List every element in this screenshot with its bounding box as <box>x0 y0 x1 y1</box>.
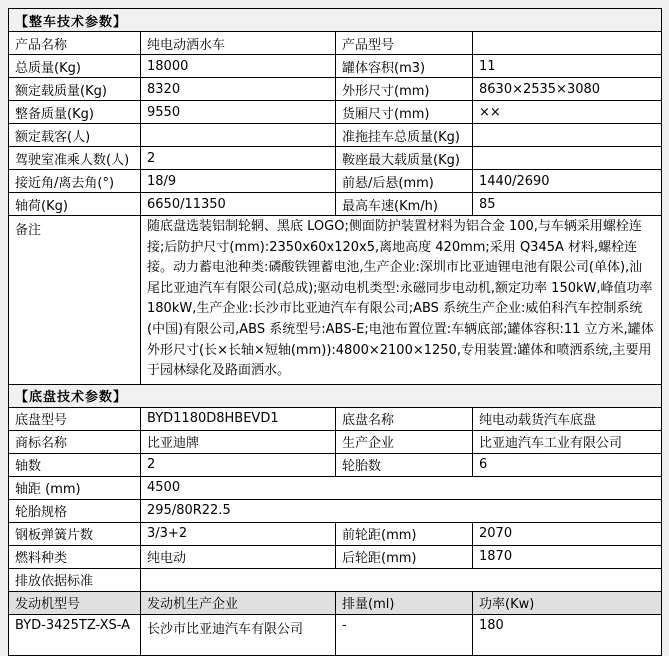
param-label: 轴距 (mm) <box>9 476 141 499</box>
remark-row <box>9 216 662 385</box>
table-row <box>9 430 662 453</box>
wheelbase-row <box>9 476 662 499</box>
param-label: 轴荷(Kg) <box>9 193 141 216</box>
table-row <box>9 193 662 216</box>
table-row <box>9 545 662 568</box>
engine-header: 排量(ml) <box>336 591 473 614</box>
param-value <box>141 568 662 591</box>
engine-header: 功率(Kw) <box>473 591 662 614</box>
spec-table <box>8 8 662 656</box>
param-label: 轮胎数 <box>336 453 473 476</box>
table-row <box>9 170 662 193</box>
param-value: BYD1180D8HBEVD1 <box>141 407 336 430</box>
param-label: 商标名称 <box>9 430 141 453</box>
remark-text: 随底盘选装铝制轮辋、黑底 LOGO;侧面防护装置材料为铝合金 100,与车辆采用螺栓连接;后防护尺寸(mm):2350x60x120x5,离地高度 420mm;采用 Q345A 材料,螺栓连接。动力蓄电池种类:磷酸铁锂蓄电池,生产企业:深圳市比亚迪锂电池有限公司(单体),汕尾比亚迪汽车有限公司(总成);驱动电机类型:永磁同步电动机,额定功率 150kW,峰值功率 180kW,生产企业:长沙市比亚迪汽车有限公司;ABS 系统生产企业:威伯科汽车控制系统(中国)有限公司,ABS 系统型号:ABS-E;电池布置位置:车辆底部;罐体容积:11 立方米,罐体外形尺寸(长×长轴×短轴(mm)):4800×2100×1250,专用装置:罐体和喷洒系统,主要用于园林绿化及路面洒水。 <box>141 216 662 385</box>
param-label: 底盘型号 <box>9 407 141 430</box>
param-label: 鞍座最大载质量(Kg) <box>336 147 473 170</box>
param-label: 产品型号 <box>336 32 473 55</box>
param-value: 295/80R22.5 <box>141 499 662 522</box>
table-row <box>9 147 662 170</box>
param-label: 整备质量(Kg) <box>9 101 141 124</box>
param-label: 罐体容积(m3) <box>336 55 473 78</box>
param-label: 底盘名称 <box>336 407 473 430</box>
chassis-section-title: 【底盘技术参数】 <box>9 384 662 407</box>
table-row <box>9 32 662 55</box>
param-value: 纯电动 <box>141 545 336 568</box>
param-label: 前轮距(mm) <box>336 522 473 545</box>
param-value: 1870 <box>473 545 662 568</box>
param-value <box>473 124 662 147</box>
engine-value: 长沙市比亚迪汽车有限公司 <box>141 614 336 655</box>
param-label: 生产企业 <box>336 430 473 453</box>
table-row <box>9 55 662 78</box>
param-label: 钢板弹簧片数 <box>9 522 141 545</box>
param-value: 3/3+2 <box>141 522 336 545</box>
param-value: 6650/11350 <box>141 193 336 216</box>
table-row <box>9 407 662 430</box>
param-label: 产品名称 <box>9 32 141 55</box>
param-label: 后轮距(mm) <box>336 545 473 568</box>
engine-header: 发动机型号 <box>9 591 141 614</box>
table-row <box>9 78 662 101</box>
param-label: 额定载质量(Kg) <box>9 78 141 101</box>
param-value: 比亚迪汽车工业有限公司 <box>473 430 662 453</box>
param-label: 轮胎规格 <box>9 499 141 522</box>
param-label: 前悬/后悬(mm) <box>336 170 473 193</box>
param-value: 比亚迪牌 <box>141 430 336 453</box>
param-label: 排放依据标准 <box>9 568 141 591</box>
param-value: 2070 <box>473 522 662 545</box>
param-value: ×× <box>473 101 662 124</box>
table-row <box>9 101 662 124</box>
param-label: 接近角/离去角(°) <box>9 170 141 193</box>
emission-row <box>9 568 662 591</box>
param-value: 纯电动洒水车 <box>141 32 336 55</box>
param-label: 驾驶室准乘人数(人) <box>9 147 141 170</box>
tire-spec-row <box>9 499 662 522</box>
param-value: 2 <box>141 453 336 476</box>
vehicle-section-title: 【整车技术参数】 <box>9 9 662 32</box>
param-value: 18000 <box>141 55 336 78</box>
param-value: 9550 <box>141 101 336 124</box>
table-row <box>9 522 662 545</box>
table-row <box>9 453 662 476</box>
param-value: 8630×2535×3080 <box>473 78 662 101</box>
engine-value: BYD-3425TZ-XS-A <box>9 614 141 655</box>
param-value: 8320 <box>141 78 336 101</box>
param-value: 18/9 <box>141 170 336 193</box>
param-label: 外形尺寸(mm) <box>336 78 473 101</box>
param-value <box>141 124 336 147</box>
param-label: 轴数 <box>9 453 141 476</box>
engine-value: 180 <box>473 614 662 655</box>
param-value: 纯电动载货汽车底盘 <box>473 407 662 430</box>
remark-label: 备注 <box>9 216 141 385</box>
param-label: 燃料种类 <box>9 545 141 568</box>
param-value: 4500 <box>141 476 662 499</box>
param-label: 额定载客(人) <box>9 124 141 147</box>
param-label: 最高车速(Km/h) <box>336 193 473 216</box>
param-value: 2 <box>141 147 336 170</box>
param-label: 货厢尺寸(mm) <box>336 101 473 124</box>
param-label: 总质量(Kg) <box>9 55 141 78</box>
param-value: 6 <box>473 453 662 476</box>
param-label: 准拖挂车总质量(Kg) <box>336 124 473 147</box>
param-value: 11 <box>473 55 662 78</box>
table-row <box>9 124 662 147</box>
param-value <box>473 147 662 170</box>
engine-header: 发动机生产企业 <box>141 591 336 614</box>
engine-values-row <box>9 614 662 655</box>
engine-value: - <box>336 614 473 655</box>
param-value: 85 <box>473 193 662 216</box>
vehicle-section-header <box>9 9 662 32</box>
chassis-section-header <box>9 384 662 407</box>
param-value <box>473 32 662 55</box>
param-value: 1440/2690 <box>473 170 662 193</box>
engine-header-row <box>9 591 662 614</box>
spec-sheet <box>8 8 661 656</box>
